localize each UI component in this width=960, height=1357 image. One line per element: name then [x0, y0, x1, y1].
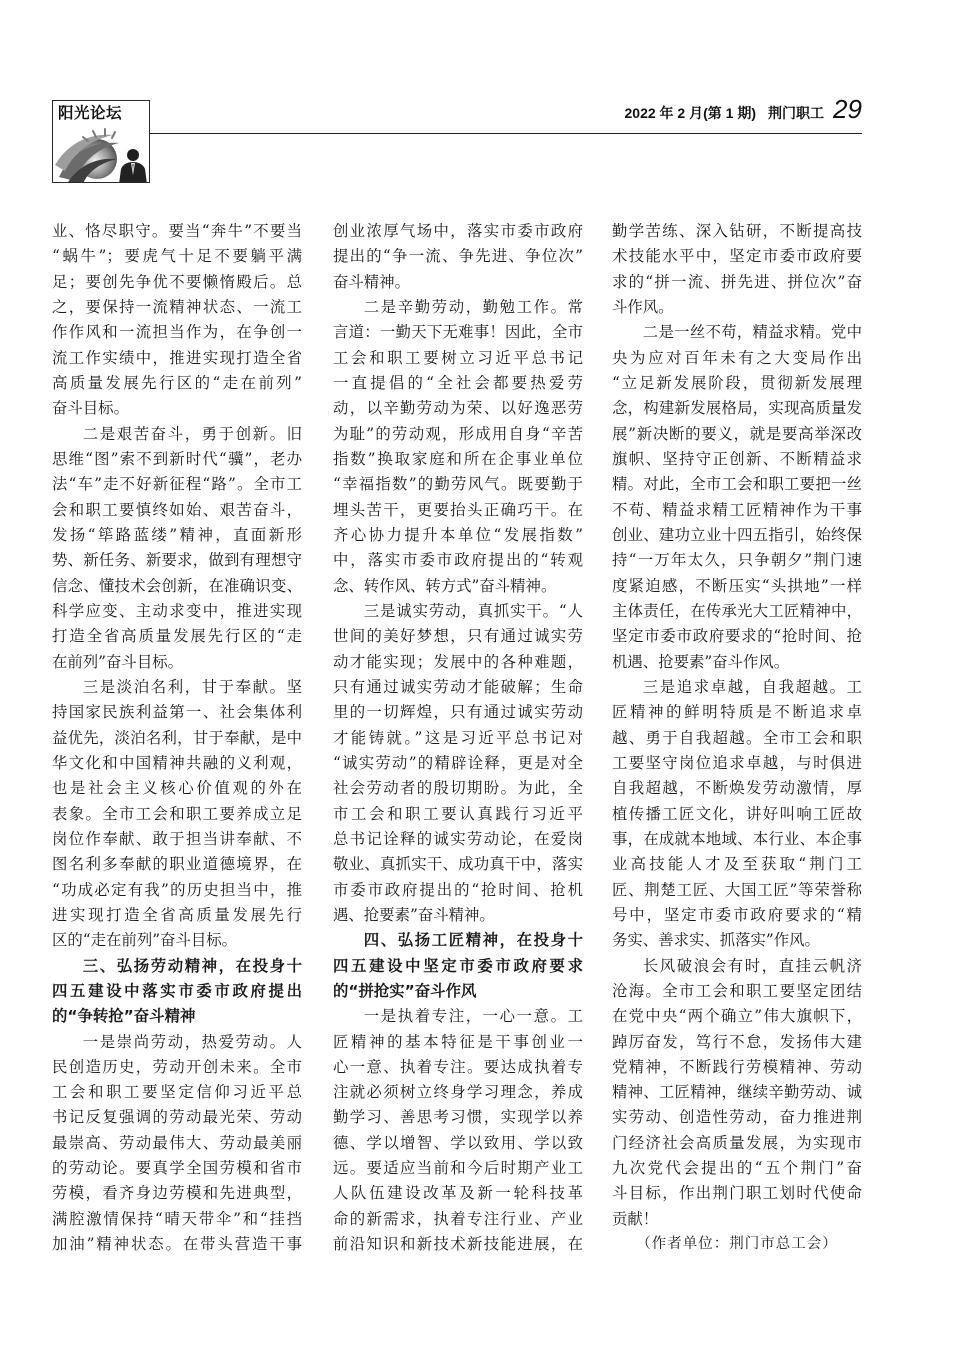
text-column-2 [333, 219, 583, 1257]
text-line: 益优先，淡泊名利，甘于奉献，是中 [52, 728, 302, 747]
text-line: 民创造历史，劳动开创未来。全市 [52, 1057, 302, 1076]
text-line: 务实、善求实、抓落实”作风。 [612, 931, 820, 950]
text-line: 发扬“筚路蓝缕”精神，直面新形 [52, 525, 302, 544]
paragraph [333, 295, 583, 599]
text-line: 为耻”的劳动观，形成用自身“辛苦 [333, 424, 583, 443]
text-line: 实劳动、创造性劳动，奋力推进荆 [612, 1108, 862, 1127]
text-line: 中，落实市委市政府提出的“转观 [333, 551, 583, 570]
text-line: 动才能实现；发展中的各种难题， [333, 652, 583, 671]
text-line: 才能铸就。”这是习近平总书记对 [333, 728, 583, 747]
text-line: 作作风和一流担当作为，在争创一 [52, 323, 302, 342]
text-line: 沧海。全市工会和职工要坚定团结 [612, 981, 862, 1000]
text-line: 求的“拼一流、拼先进、拼位次”奋 [612, 272, 862, 291]
text-line: 斗目标，作出荆门职工划时代使命 [612, 1184, 862, 1203]
text-line: 坚定市委市政府要求的“抢时间、抢 [612, 627, 862, 646]
text-line: 三是诚实劳动，真抓实干。“人 [363, 601, 583, 620]
text-line: 门经济社会高质量发展，为实现市 [612, 1133, 862, 1152]
text-line: 只有通过诚实劳动才能破解；生命 [333, 677, 583, 696]
text-line: 总书记诠释的诚实劳动论，在爱岗 [333, 829, 583, 848]
text-line: “诚实劳动”的精辟诠释，更是对全 [333, 753, 583, 772]
text-line: 匠精神的鲜明特质是不断追求卓 [612, 703, 862, 722]
column-title: 阳光论坛 [58, 104, 123, 122]
text-line: 奋斗精神。 [333, 272, 410, 291]
text-line: 号中，坚定市委市政府要求的“精 [612, 905, 862, 924]
heading-line: 四五建设中落实市委市政府提出 [52, 981, 302, 1000]
text-line: 市委市政府提出的“抢时间、抢机 [333, 880, 583, 899]
text-line: 前沿知识和新技术新技能进展，在 [333, 1235, 583, 1254]
text-line: 市工会和职工要认真践行习近平 [333, 804, 583, 823]
text-line: 术技能水平中，坚定市委市政府要 [612, 247, 862, 266]
text-line: 创业、建功立业十四五指引，始终保 [612, 525, 862, 544]
text-line: 命的新需求，执着专注行业、产业 [333, 1209, 583, 1228]
text-line: 斗作风。 [612, 297, 674, 316]
text-line: 也是社会主义核心价值观的外在 [52, 779, 302, 798]
text-line: 在党中央“两个确立”伟大旗帜下， [612, 1007, 862, 1026]
text-line: 提出的“争一流、争先进、争位次” [333, 247, 583, 266]
paragraph [612, 320, 862, 675]
text-line: 一是执着专注，一心一意。工 [363, 1007, 583, 1026]
header-rule [150, 133, 862, 134]
text-line: 主体责任，在传承光大工匠精神中， [612, 601, 862, 620]
text-line: 持国家民族利益第一、社会集体利 [52, 703, 302, 722]
text-line: 图名利多奉献的职业道德境界，在 [52, 855, 302, 874]
text-line: 敬业、真抓实干、成功真干中，落实 [333, 855, 583, 874]
text-line: 打造全省高质量发展先行区的“走 [52, 627, 302, 646]
text-line: 劳模，看齐身边劳模和先进典型， [52, 1184, 302, 1203]
text-line: 旗帜、坚持守正创新、不断精益求 [612, 449, 862, 468]
text-line: 思维“图”索不到新时代“骥”，老办 [52, 449, 302, 468]
text-line: 德、学以增智、学以致用、学以致 [333, 1133, 583, 1152]
text-line: “幸福指数”的勤劳风气。既要勤于 [333, 475, 583, 494]
text-line: 世间的美好梦想，只有通过诚实劳 [333, 627, 583, 646]
text-line: 遇、抢要素”奋斗精神。 [333, 905, 495, 924]
text-line: 人队伍建设改革及新一轮科技革 [333, 1184, 583, 1203]
text-line: 势、新任务、新要求，做到有理想守 [52, 551, 302, 570]
text-line: 贡献！ [612, 1209, 659, 1228]
text-line: 越、勇于自我超越。全市工会和职 [612, 728, 862, 747]
text-line: 工会和职工要树立习近平总书记 [333, 348, 583, 367]
paragraph [612, 219, 862, 320]
text-line: 持“一万年太久，只争朝夕”荆门速 [612, 551, 862, 570]
section-heading [52, 954, 302, 1030]
text-line: 进实现打造全省高质量发展先行 [52, 905, 302, 924]
text-line: 念、转作风、转方式”奋斗精神。 [333, 576, 557, 595]
text-line: 事，在成就本地域、本行业、本企事 [612, 829, 862, 848]
text-line: 远。要适应当前和今后时期产业工 [333, 1159, 583, 1178]
text-line: 书记反复强调的劳动最光荣、劳动 [52, 1108, 302, 1127]
text-line: 之，要保持一流精神状态、一流工 [52, 297, 302, 316]
text-line: 二是艰苦奋斗，勇于创新。旧 [82, 424, 302, 443]
paragraph [333, 599, 583, 928]
text-line: 高质量发展先行区的“走在前列” [52, 373, 302, 392]
text-line: 二是一丝不苟，精益求精。党中 [642, 323, 862, 342]
text-line: “立足新发展阶段，贯彻新发展理 [612, 373, 862, 392]
magazine-name: 荆门职工 [768, 105, 824, 121]
heading-line: 的“拼抢实”奋斗作风 [333, 981, 477, 1000]
text-line: 展”新决断的要义，就是要高举深改 [612, 424, 862, 443]
text-column-3 [612, 219, 862, 1257]
text-line: 注就必须树立终身学习理念，养成 [333, 1083, 583, 1102]
text-line: 言道：一勤天下无难事！因此，全市 [333, 323, 583, 342]
section-heading [333, 928, 583, 1004]
running-header [625, 103, 825, 123]
text-line: 自我超越，不断焕发劳动激情，厚 [612, 779, 862, 798]
paragraph [612, 675, 862, 954]
heading-line: 四五建设中坚定市委市政府要求 [333, 956, 583, 975]
author-byline [612, 1232, 862, 1257]
text-line: 度紧迫感，不断压实“头拱地”一样 [612, 576, 862, 595]
text-line: 会和职工要慎终如始、艰苦奋斗， [52, 500, 302, 519]
text-line: 匠精神的基本特征是干事创业一 [333, 1032, 583, 1051]
text-line: 机遇、抢要素”奋斗作风。 [612, 652, 790, 671]
paragraph [333, 219, 583, 295]
paragraph [612, 954, 862, 1233]
text-line: 一直提倡的“全社会都要热爱劳 [333, 373, 583, 392]
text-line: 党精神，不断践行劳模精神、劳动 [612, 1057, 862, 1076]
text-line: 工要坚守岗位追求卓越，与时俱进 [612, 753, 862, 772]
text-line: 长风破浪会有时，直挂云帆济 [642, 956, 862, 975]
text-line: 央为应对百年未有之大变局作出 [612, 348, 862, 367]
paragraph [52, 675, 302, 954]
text-line: 动，以辛勤劳动为荣、以好逸恶劳 [333, 399, 583, 418]
text-line: 念，构建新发展格局，实现高质量发 [612, 399, 862, 418]
text-line: 最崇高、劳动最伟大、劳动最美丽 [52, 1133, 302, 1152]
paragraph [52, 422, 302, 675]
text-line: 精神、工匠精神，继续辛勤劳动、诚 [612, 1083, 862, 1102]
heading-line: 四、弘扬工匠精神，在投身十 [363, 931, 583, 950]
text-line: 的劳动论。要真学全国劳模和省市 [52, 1159, 302, 1178]
text-column-1 [52, 219, 302, 1257]
text-line: “功成必定有我”的历史担当中，推 [52, 880, 302, 899]
text-line: 里的一切辉煌，只有通过诚实劳动 [333, 703, 583, 722]
text-line: 心一意、执着专注。要达成执着专 [333, 1057, 583, 1076]
text-line: 奋斗目标。 [52, 399, 129, 418]
text-line: 业高技能人才及至获取“荆门工 [612, 855, 862, 874]
text-line: 三是追求卓越，自我超越。工 [642, 677, 862, 696]
text-line: 精。对此，全市工会和职工要把一丝 [612, 475, 862, 494]
paragraph [52, 1030, 302, 1258]
text-line: 在前列”奋斗目标。 [52, 652, 183, 671]
text-line: 岗位作奉献、敢于担当讲奉献、不 [52, 829, 302, 848]
text-line: 法“车”走不好新征程“路”。全市工 [52, 475, 302, 494]
text-line: 踔厉奋发，笃行不怠，发扬伟大建 [612, 1032, 862, 1051]
text-line: （作者单位：荆门市总工会） [636, 1236, 838, 1253]
text-line: 创业浓厚气场中，落实市委市政府 [333, 222, 583, 240]
text-line: 埋头苦干，更要抬头正确巧干。在 [333, 500, 583, 519]
text-line: 九次党代会提出的“五个荆门”奋 [612, 1159, 862, 1178]
heading-line: 的“争转抢”奋斗精神 [52, 1007, 196, 1026]
text-line: 社会劳动者的殷切期盼。为此，全 [333, 779, 583, 798]
paragraph [52, 219, 302, 422]
text-line: 足；要创先争优不要懒惰殿后。总 [52, 272, 302, 291]
text-line: 勤学习、善思考习惯，实现学以养 [333, 1108, 583, 1127]
text-line: 工会和职工要坚定信仰习近平总 [52, 1083, 302, 1102]
column-logo [52, 100, 150, 183]
text-line: 齐心协力提升本单位“发展指数” [333, 525, 583, 544]
text-line: 业、恪尽职守。要当“奔牛”不要当 [52, 222, 302, 240]
text-line: 科学应变、主动求变中，推进实现 [52, 601, 302, 620]
text-line: 三是淡泊名利，甘于奉献。坚 [82, 677, 302, 696]
text-line: 华文化和中国精神共融的义利观， [52, 753, 302, 772]
page-number: 29 [833, 94, 862, 124]
text-line: 信念、懂技术会创新，在准确识变、 [52, 576, 302, 595]
text-line: 匠、荆楚工匠、大国工匠”等荣誉称 [612, 880, 862, 899]
text-line: 勤学苦练、深入钻研，不断提高技 [612, 222, 862, 240]
text-line: 指数”换取家庭和所在企事业单位 [333, 449, 583, 468]
paragraph [333, 1004, 583, 1257]
text-line: 流工作实绩中，推进实现打造全省 [52, 348, 302, 367]
text-line: 满腔激情保持“晴天带伞”和“挂挡 [52, 1209, 302, 1228]
text-line: 不苟、精益求精工匠精神作为干事 [612, 500, 862, 519]
text-line: 表象。全市工会和职工要养成立足 [52, 804, 302, 823]
text-line: 加油”精神状态。在带头营造干事 [52, 1235, 302, 1254]
text-line: 区的“走在前列”奋斗目标。 [52, 931, 238, 950]
text-line: 一是崇尚劳动，热爱劳动。人 [82, 1032, 302, 1051]
text-line: 植传播工匠文化，讲好叫响工匠故 [612, 804, 862, 823]
text-line: “蜗牛”；要虎气十足不要躺平满 [52, 247, 302, 266]
heading-line: 三、弘扬劳动精神，在投身十 [82, 956, 302, 975]
issue-date: 2022 年 2 月(第 1 期) [624, 105, 756, 121]
text-line: 二是辛勤劳动，勤勉工作。常 [363, 297, 583, 316]
